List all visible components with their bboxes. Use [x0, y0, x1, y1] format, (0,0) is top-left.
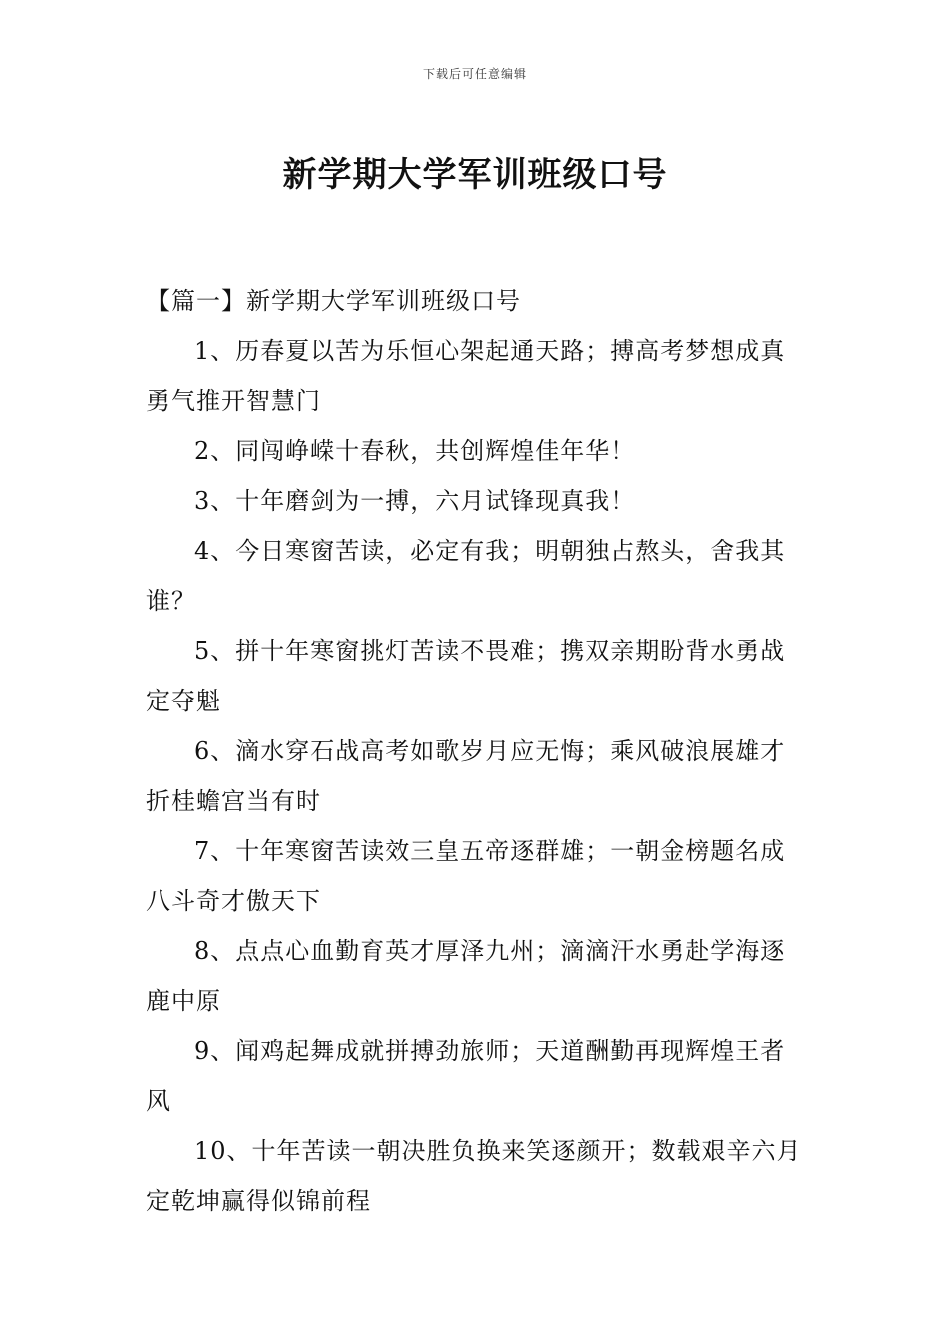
slogan-item: 3、十年磨剑为一搏，六月试锋现真我！ [194, 487, 636, 515]
slogan-item: 5、拼十年寒窗挑灯苦读不畏难；携双亲期盼背水勇战定夺魁 [146, 637, 786, 715]
slogan-item: 2、同闯峥嵘十春秋，共创辉煌佳年华！ [194, 437, 636, 465]
document-body [146, 276, 810, 1226]
section-heading: 【篇一】新学期大学军训班级口号 [146, 287, 521, 315]
slogan-item: 4、今日寒窗苦读，必定有我；明朝独占熬头，舍我其谁？ [146, 537, 786, 615]
header-note: 下载后可任意编辑 [422, 67, 527, 81]
document-title: 新学期大学军训班级口号 [282, 154, 668, 195]
slogan-item: 7、十年寒窗苦读效三皇五帝逐群雄；一朝金榜题名成八斗奇才傲天下 [146, 837, 786, 915]
slogan-item: 1、历春夏以苦为乐恒心架起通天路；搏高考梦想成真勇气推开智慧门 [146, 337, 786, 415]
slogan-item: 8、点点心血勤育英才厚泽九州；滴滴汗水勇赴学海逐鹿中原 [146, 937, 786, 1015]
slogan-item: 9、闻鸡起舞成就拼搏劲旅师；天道酬勤再现辉煌王者风 [146, 1037, 786, 1115]
slogan-item: 10、十年苦读一朝决胜负换来笑逐颜开；数载艰辛六月定乾坤赢得似锦前程 [146, 1137, 802, 1215]
slogan-item: 6、滴水穿石战高考如歌岁月应无悔；乘风破浪展雄才折桂蟾宫当有时 [146, 737, 786, 815]
